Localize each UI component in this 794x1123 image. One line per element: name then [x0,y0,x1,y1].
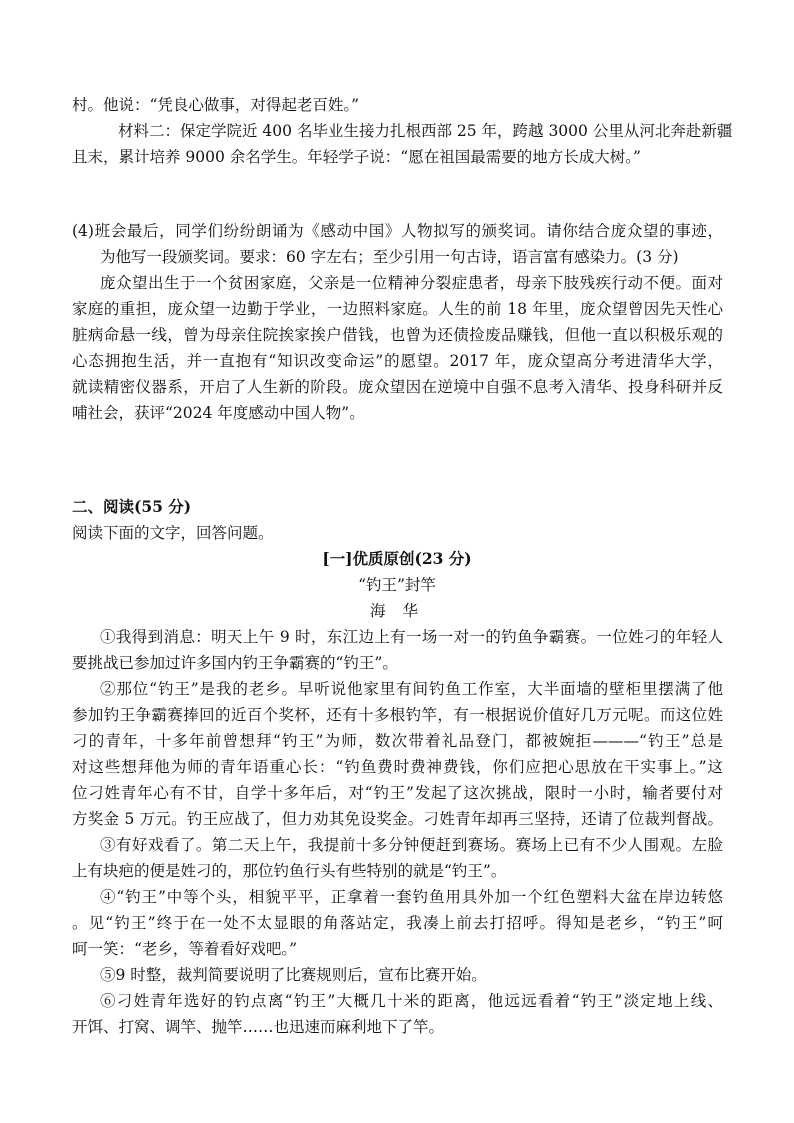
pang-zhongwang-text-4: 心态拥抱生活，并一直抱有“知识改变命运”的愿望。2017 年，庞众望高分考进清华大学， [72,352,723,370]
material-1-ending: 村。他说：“凭良心做事，对得起老百姓。” [72,96,360,114]
story-paragraph-line: 要挑战已参加过许多国内钓王争霸赛的“钓王”。 [72,654,398,672]
story-paragraph-line: 方奖金 5 万元。钓王应战了，但力劝其免设奖金。刁姓青年却再三坚持，还请了位裁判督战。 [72,810,723,828]
story-paragraph-line: ④“钓王”中等个头，相貌平平，正拿着一套钓鱼用具外加一个红色塑料大盆在岸边转悠 [100,888,723,906]
story-paragraph-line: 呵一笑：“老乡，等着看好戏吧。” [72,940,298,958]
reading-instruction: 阅读下面的文字，回答问题。 [72,524,274,542]
question-4-line-1: (4)班会最后，同学们纷纷朗诵为《感动中国》人物拟写的颁奖词。请你结合庞众望的事迹， [72,222,723,240]
material-2-line-2: 且末，累计培养 9000 余名学生。年轻学子说：“愿在祖国最需要的地方长成大树。” [72,148,641,166]
story-paragraph-line: 上有块疤的便是姓刁的，那位钓鱼行头有些特别的就是“钓王”。 [72,862,507,880]
story-paragraph-line: 位刁姓青年心有不甘，自学十多年后，对“钓王”发起了这次挑战，限时一小时，输者要付对 [72,784,723,802]
story-paragraph-line: ③有好戏看了。第二天上午，我提前十多分钟便赶到赛场。赛场上已有不少人围观。左脸 [100,836,723,854]
pang-zhongwang-text-2: 家庭的重担，庞众望一边勤于学业，一边照料家庭。人生的前 18 年里，庞众望曾因先天性心 [72,300,723,318]
story-paragraph-line: 。见“钓王”终于在一处不太显眼的角落站定，我凑上前去打招呼。得知是老乡，“钓王”呵 [72,914,723,932]
section-title: 二、阅读(55 分) [72,497,192,516]
story-paragraph-line: ⑤9 时整，裁判简要说明了比赛规则后，宣布比赛开始。 [100,966,487,984]
story-paragraph-line: 对这些想拜他为师的青年语重心长：“钓鱼费时费神费钱，你们应把心思放在干实事上。”这 [72,758,723,776]
story-paragraph-line: 开饵、打窝、调竿、抛竿……也迅速而麻利地下了竿。 [72,1018,445,1036]
pang-zhongwang-text-3: 脏病命悬一线，曾为母亲住院挨家挨户借钱，也曾为还债捡废品赚钱，但他一直以积极乐观的 [72,326,723,344]
material-2-line-1: 材料二：保定学院近 400 名毕业生接力扎根西部 25 年，跨越 3000 公里从河北奔赴新疆 [118,122,733,140]
story-title: “钓王”封竿 [358,576,436,594]
story-paragraph-line: ②那位“钓王”是我的老乡。早听说他家里有间钓鱼工作室，大半面墙的壁柜里摆满了他 [100,680,723,698]
story-paragraph-line: ①我得到消息：明天上午 9 时，东江边上有一场一对一的钓鱼争霸赛。一位姓刁的年轻人 [100,628,723,646]
pang-zhongwang-text-5: 就读精密仪器系，开启了人生新的阶段。庞众望因在逆境中自强不息考入清华、投身科研并反 [72,378,723,396]
pang-zhongwang-text-1: 庞众望出生于一个贫困家庭，父亲是一位精神分裂症患者，母亲下肢残疾行动不便。面对 [100,274,723,292]
story-author: 海 华 [370,602,424,620]
part-title: [一]优质原创(23 分) [322,549,472,568]
story-paragraph-line: 参加钓王争霸赛捧回的近百个奖杯，还有十多根钓竿，有一根据说价值好几万元呢。而这位姓 [72,706,723,724]
question-4-line-2: 为他写一段颁奖词。要求：60 字左右；至少引用一句古诗，语言富有感染力。(3 分) [100,248,679,266]
story-paragraph-line: ⑥刁姓青年选好的钓点离“钓王”大概几十米的距离，他远远看着“钓王”淡定地上线、 [100,992,723,1010]
pang-zhongwang-text-6: 哺社会，获评“2024 年度感动中国人物”。 [72,404,365,422]
story-paragraph-line: 刁的青年，十多年前曾想拜“钓王”为师，数次带着礼品登门，都被婉拒———“钓王”总是 [72,732,723,750]
